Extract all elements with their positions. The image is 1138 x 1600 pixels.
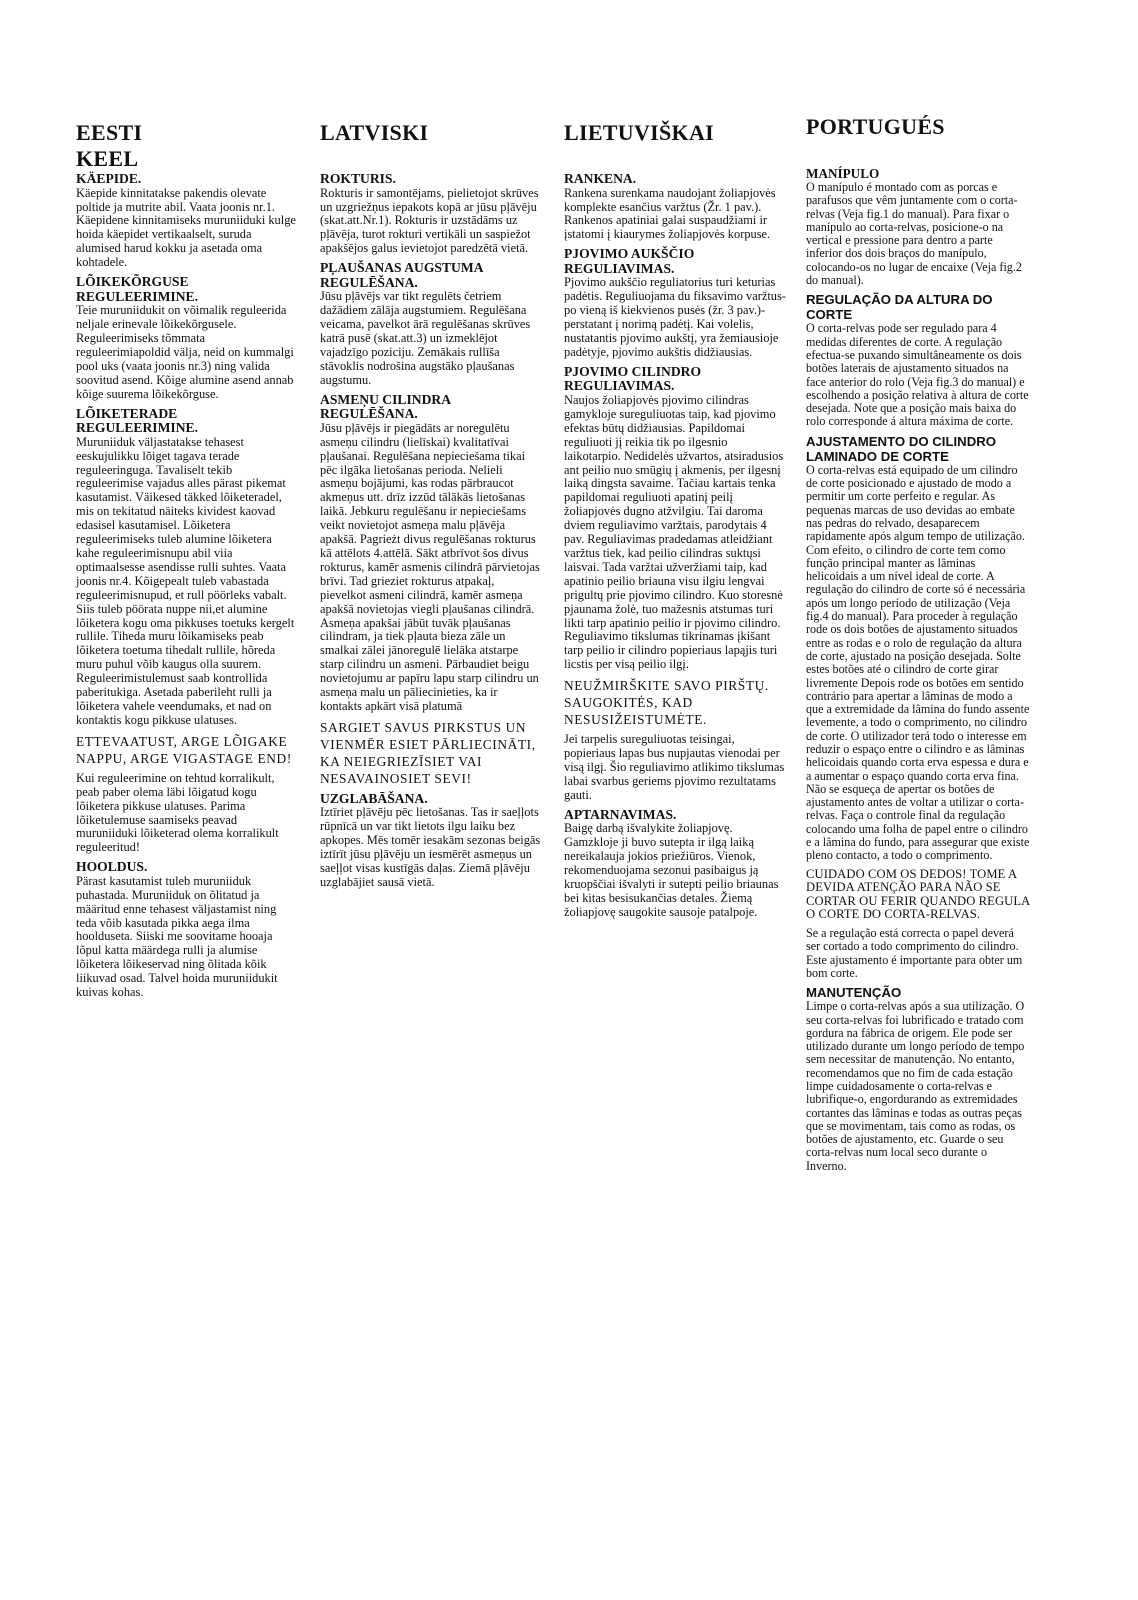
section-title: LÕIKEKÕRGUSE REGULEERIMINE. <box>76 274 198 304</box>
section-text: Teie muruniidukit on võimalik reguleerida neljale erinevale lõikekõrgusele. Reguleerimiseks tõmmata reguleerimiapoldid välja, neid on kummalgi pool uks (vaata joonis nr.3) ning valida soovitud asend. Kõige alumine asend annab kõige suurema lõikekõrguse. <box>76 303 294 401</box>
section-title: MANUTENÇÃO <box>806 985 902 1001</box>
column-body <box>320 172 542 895</box>
section-text: Rokturis ir samontējams, pielietojot skrūves un uzgriežņus iepakots kopā ar jūsu pļāvēju (skat.att.Nr.1). Rokturis ir uzstādāms uz pļāvēja, turot rokturi vertikāli un saspiežot apakšējos galus ievietojot paredzētā vietā. <box>320 185 539 256</box>
language-heading: PORTUGUÉS <box>806 114 945 139</box>
section-title: UZGLABĀŠANA. <box>320 790 428 806</box>
language-heading: EESTI KEEL <box>76 120 143 171</box>
section-text: Jūsu pļāvējs var tikt regulēts četriem dažādiem zālāja augstumiem. Regulēšana veicama, pavelkot ārā regulēšanas skrūves katrā pusē (skat.att.3) un izmeklējot vajadzīgo poziciju. Zemākais rullīša stāvoklis nodrošina augstāko pļaušanas augstumu. <box>320 289 531 387</box>
section <box>564 808 786 920</box>
column-body <box>806 166 1030 1178</box>
section-title: APTARNAVIMAS. <box>564 806 677 822</box>
section-text: Limpe o corta-relvas após a sua utilização. O seu corta-relvas foi lubrificado e tratado com gordura na fábrica de origem. Ele pode ser utilizado durante um longo período de tempo sem necessitar de manutenção. No entanto, recomendamos que no fim de cada estação limpe cuidadosamente o corta-relvas e lubrifique-o, engordurando as extremidades cortantes das lâminas e todas as outras peças que se movimentam, tais como as rodas, os botões de ajustamento, etc. Guarde o seu corta-relvas num local seco durante o Inverno. <box>806 999 1025 1173</box>
section <box>76 407 298 728</box>
section-title: PJOVIMO AUKŠČIO REGULIAVIMAS. <box>564 246 695 276</box>
section-title: PĻAUŠANAS AUGSTUMA REGULĒŠANA. <box>320 260 483 290</box>
language-heading: LIETUVIŠKAI <box>564 120 715 145</box>
section <box>76 772 298 855</box>
section <box>564 365 786 672</box>
section-text: Pärast kasutamist tuleb muruniiduk puhastada. Muruniiduk on õlitatud ja määritud enne tehasest väljastamist ning teda võib kasutada pikka aega ilma hoolduseta. Siiski me soovitame hooaja lõpul katta määrdega rulli ja alumise lõiketera lõikeservad ning õlitada kõik liikuvad osad. Talvel hoida muruniidukit kuivas kohas. <box>76 873 278 1000</box>
section <box>564 247 786 360</box>
section-text: Muruniiduk väljastatakse tehasest eeskujulikku lõiget tagava terade reguleeringuga. Tavaliselt tekib reguleerimise vajadus alles pärast pikemat kasutamist. Väikesed täkked lõiketeradel, mis on tekitatud näiteks kividest kaovad edasisel kasutamisel. Lõiketera reguleerimiseks tuleb alumine lõiketera kahe reguleerimisnupu abil viia optimaalsesse asendisse rulli suhtes. Vaata joonis nr.4. Kõigepealt tuleb vabastada reguleerimisnupud, et rull pöörleks vabalt. Siis tuleb pöörata nuppe nii,et alumine lõiketera kogu oma pikkuses toetuks kergelt rullile. Tiheda muru lõikamiseks peab lõiketera toetuma tihedalt rullile, hõreda muru puhul võib kaugus olla suurem. Reguleerimistulemust saab kontrollida paberitukiga. Asetada paberileht rulli ja lõiketera vahele veendumaks, et nad on kontaktis kogu pikkuse ulatuses. <box>76 434 295 727</box>
section-text: Rankena surenkama naudojant žoliapjovės komplekte esančius varžtus (Žr. 1 pav.). Rankenos apatiniai galai suspaudžiami ir įstatomi į kiaurymes žoliapjovės korpuse. <box>564 185 776 242</box>
section-title: AJUSTAMENTO DO CILINDRO LAMINADO DE CORTE <box>806 433 997 464</box>
warning-text: NEUŽMIRŠKITE SAVO PIRŠTŲ. SAUGOKITĖS, KAD NESUSIŽEISTUMĖTE. <box>564 678 769 728</box>
section <box>806 166 1030 287</box>
warning-text: SARGIET SAVUS PIRKSTUS UN VIENMĒR ESIET PĀRLIECINĀTI, KA NEIEGRIEZĪSIET VAI NESAVAINOSIET SEVI! <box>320 719 536 786</box>
section <box>76 172 298 270</box>
section-text: Pjovimo aukščio reguliatorius turi keturias padėtis. Reguliuojama du fiksavimo varžtus-po vieną iš kiekvienos pusės (žr. 3 pav.)-perstatant į norimą padėtį. Kai volelis, nustatantis pjovimo aukštį, yra žemiausioje padėtyje, pjovimo aukštis didžiausias. <box>564 275 786 359</box>
section <box>320 393 542 714</box>
section-title: HOOLDUS. <box>76 859 148 875</box>
section-title: KÄEPIDE. <box>76 171 142 186</box>
warning-text: ETTEVAATUST, ARGE LÕIGAKE NAPPU, ARGE VIGASTAGE END! <box>76 733 292 766</box>
section-title: ROKTURIS. <box>320 171 396 186</box>
section <box>806 985 1030 1173</box>
section <box>806 434 1030 863</box>
section <box>76 275 298 402</box>
section <box>320 261 542 388</box>
section <box>320 792 542 890</box>
language-heading: LATVISKI <box>320 120 429 145</box>
section <box>320 172 542 256</box>
section <box>564 733 786 803</box>
section-text: Käepide kinnitatakse pakendis olevate poltide ja mutrite abil. Vaata joonis nr.1. Käepidene kinnitamiseks muruniiduki kulge hoida käepidet vertikaalselt, suruda alumised harud kokku ja asetada oma kohtadele. <box>76 185 296 270</box>
warning-text: CUIDADO COM OS DEDOS! TOME A DEVIDA ATENÇÃO PARA NÃO SE CORTAR OU FERIR QUANDO REGULA O CORTE DO CORTA-RELVAS. <box>806 866 1030 922</box>
section-text: Baigę darbą išvalykite žoliapjovę. Gamzkloje ji buvo sutepta ir ilgą laiką nereikalauja jokios priežiūros. Vienok, rekomenduojama sezonui pasibaigus ją kruopščiai išvalyti ir sutepti peilio briaunas bei kitas besisukančias detales. Žiemą žoliapjovę saugokite sausoje patalpoje. <box>564 821 779 919</box>
section <box>806 292 1030 428</box>
section-title: ASMEŅU CILINDRA REGULĒŠANA. <box>320 391 451 422</box>
section-text: Naujos žoliapjovės pjovimo cilindras gamykloje sureguliuotas taip, kad pjovimo efektas būtų didžiausias. Papildomai reguliuoti jį reikia tik po ilgesnio laikotarpio. Nedidelės užvartos, atsiradusios ant peilio nuo smūgių į akmenis, per ilgesnį laiką dingsta savaime. Tačiau kartais tenka papildomai reguliuoti apatinį peilį žoliapjovės dugno atžvilgiu. Tai daroma dviem reguliavimo varžtais, parodytais 4 pav. Reguliavimas pradedamas atleidžiant varžtus tiek, kad peilio cilindras suktųsi laisvai. Tada varžtai užveržiami taip, kad apatinio peilio briauna visu ilgiu lengvai prigultų prie pjovimo cilindro. Kuo storesnė pjaunama žolė, tuo mažesnis atstumas turi likti tarp apatinio peilio ir pjovimo cilindro. Reguliavimo tikslumas tikrinamas įkišant tarp peilio ir cilindro popieriaus lapąjis turi licstis per visą peilio ilgį. <box>564 393 784 672</box>
column-body <box>564 172 786 925</box>
section-title: PJOVIMO CILINDRO REGULIAVIMAS. <box>564 363 702 394</box>
section-text: O manípulo é montado com as porcas e parafusos que vêm juntamente com o corta-relvas (Veja fig.1 do manual). Para fixar o manípulo ao corta-relvas, posicione-o na vertical e pressione para dentro a parte inferior dos dois braços do manípulo, colocando-os no lugar de encaixe (Veja fig.2 do manual). <box>806 180 1022 288</box>
section-title: MANÍPULO <box>806 166 880 181</box>
section-text: O corta-relvas está equipado de um cilindro de corte posicionado e ajustado de modo a permitir um corte perfeito e regular. As pequenas marcas de uso devidas ao embate nas pedras do relvado, desaparecem rapidamente após algum tempo de utilização. Com efeito, o cilindro de corte tem como função principal manter as lâminas helicoidais a um nível ideal de corte. A regulação do cilindro de corte só é necessária após um longo período de utilização (Veja fig.4 do manual). Para proceder à regulação rode os dois botões de ajustamento situados entre as rodas e o rolo de regulação da altura de corte, ajustado na posição desejada. Solte estes botões até o cilindro de corte girar livremente Depois rode os botões em sentido contrário para apertar a lâminas de modo a que a extremidade da lâmina do fundo assente levemente, a todo o comprimento, no cilindro de corte. O utilizador terá todo o interesse em reduzir o espaço entre o cilindro e as lâminas helicoidais quando corta erva espessa e dura e a aumentar o espaço quando corta erva fina. Não se esqueça de apertar os botões de ajustamento antes de voltar a utilizar o corta-relvas. Faça o controle final da regulação colocando uma folha de papel entre o cilindro e a lâmina do fundo, para assegurar que existe pleno contacto, a todo o comprimento. <box>806 462 1030 863</box>
section-text: Jūsu pļāvējs ir piegādāts ar noregulētu asmeņu cilindru (lielīskai) kvalitatīvai pļaušanai. Regulēšana nepieciešama tikai pēc ilgāka lietošanas perioda. Nelieli asmeņu bojājumi, kas rodas pārbraucot akmeņus utt. drīz izzūd tālākās lietošanas laikā. Jebkuru regulēšanu ir nepieciešams veikt novietojot asmeņa malu pļāvēja apakšā. Pagrieżt divus regulēšanas rokturus kā attēlots 4.attēlā. Sākt atbrīvot šos divus rokturus, kamēr asmenis cilindrā pārvietojas brīvi. Tad grieziet rokturus atpakaļ, pievelkot asmeni cilindrā, kamēr asmeņa apakšā novietojas viegli pļaušanas cilindrā. Asmeņa apakšai jābūt tuvāk pļaušanas cilindram, ja tiek pļauta bieza zāle un smalkai zālei jānoregulē lielāka atstarpe starp cilindru un asmeni. Pārbaudiet beigu novietojumu ar papīru lapu starp cilindru un asmeņa malu un pāliecinieties, ka ir kontakts apkārt visā platumā <box>320 420 540 713</box>
section <box>564 172 786 242</box>
section <box>76 860 298 1000</box>
section-title: REGULAÇÃO DA ALTURA DO CORTE <box>806 292 993 323</box>
section-title: RANKENA. <box>564 171 637 186</box>
section-text: Iztīriet pļāvēju pēc lietošanas. Tas ir saeļļots rūpnīcā un var tikt lietots ilgu laiku bez apkopes. Mēs tomēr iesakām sezonas beigās iztīrīt jūsu pļāvēju un iesmērēt asmeņus un saeļļot visas kustīgās daļas. Ziemā pļāvēju uzglabājiet sausā vietā. <box>320 805 541 889</box>
section-title: LÕIKETERADE REGULEERIMINE. <box>76 405 198 436</box>
section-text: Kui reguleerimine on tehtud korralikult, peab paber olema läbi lõigatud kogu lõiketera pikkuse ulatuses. Parima lõiketulemuse saamiseks peavad muruniiduki lõiketerad olema korralikult reguleeritud! <box>76 770 279 855</box>
section-text: Se a regulação está correcta o papel deverá ser cortado a todo comprimento do cilindro. Este ajustamento é importante para obter um bom corte. <box>806 926 1023 980</box>
section-text: Jei tarpelis sureguliuotas teisingai, popieriaus lapas bus nupjautas vienodai per visą ilgį. Šio reguliavimo atlikimo tikslumas labai svarbus geriems pjovimo rezultatams gauti. <box>564 732 785 802</box>
section <box>806 927 1030 980</box>
section-text: O corta-relvas pode ser regulado para 4 medidas diferentes de corte. A regulação efectua-se puxando simultâneamente os dois botões laterais de ajustamento situados na face anterior do rolo (Veja fig.3 do manual) e escolhendo a posição relativa à altura de corte desejada. Note que a posição mais baixa do rolo corresponde á altura máxima de corte. <box>806 321 1029 429</box>
column-body <box>76 172 298 1005</box>
